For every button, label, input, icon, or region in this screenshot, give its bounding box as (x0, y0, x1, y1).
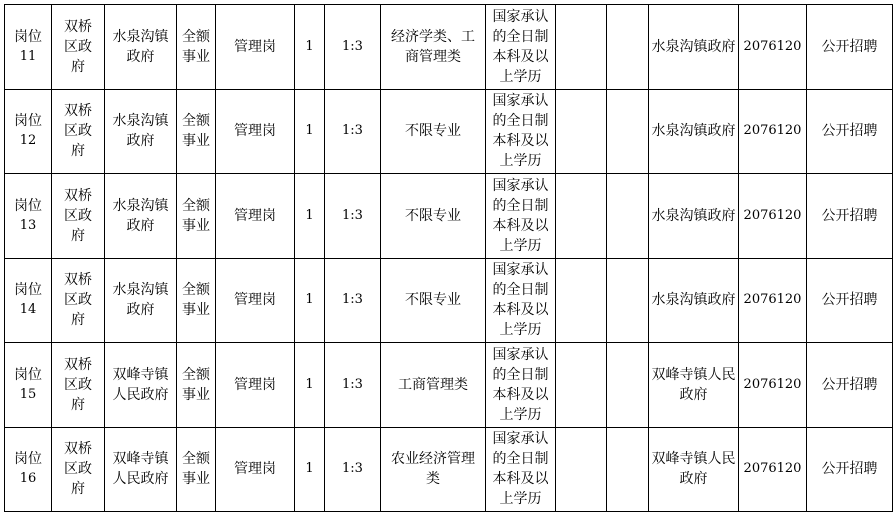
phone-cell (739, 343, 807, 428)
post-cell (5, 174, 52, 259)
major-text: 不限专业 (405, 123, 461, 140)
funding-type-text: 全额事业 (182, 197, 210, 234)
phone-text: 2076120 (743, 38, 802, 54)
hiring-unit-cell (105, 174, 177, 259)
exam-ratio-cell (325, 258, 381, 343)
post-cell (5, 89, 52, 174)
hiring-unit-cell (105, 343, 177, 428)
post-label: 岗位 (14, 366, 42, 383)
blank-cell-1 (556, 5, 607, 90)
hiring-unit-text: 双峰寺镇人民政府 (112, 366, 169, 403)
education-cell (486, 258, 556, 343)
post-number: 13 (19, 217, 37, 233)
position-type-text: 管理岗 (234, 123, 276, 140)
recruit-method-cell (807, 89, 893, 174)
position-type-text: 管理岗 (234, 461, 276, 478)
work-location-text: 双峰寺镇人民政府 (651, 451, 736, 488)
post-label: 岗位 (14, 282, 42, 299)
phone-cell (739, 427, 807, 512)
hiring-unit-text: 水泉沟镇政府 (112, 113, 169, 150)
recruit-method-cell (807, 343, 893, 428)
post-number: 11 (19, 48, 37, 64)
funding-type-cell (177, 343, 216, 428)
phone-cell (739, 174, 807, 259)
major-cell (381, 89, 486, 174)
phone-cell (739, 5, 807, 90)
exam-ratio-cell (325, 5, 381, 90)
department-cell (52, 174, 105, 259)
blank-cell-2 (607, 343, 649, 428)
major-text: 经济学类、工商管理类 (391, 28, 475, 65)
education-cell (486, 5, 556, 90)
table-row (5, 89, 893, 174)
headcount-cell (295, 89, 325, 174)
post-number: 16 (19, 471, 37, 487)
funding-type-text: 全额事业 (182, 28, 210, 65)
department-text: 双桥区政府 (64, 272, 92, 329)
phone-cell (739, 89, 807, 174)
phone-text: 2076120 (743, 207, 802, 223)
position-type-cell (216, 89, 295, 174)
post-number: 15 (19, 386, 37, 402)
table-row (5, 5, 893, 90)
department-text: 双桥区政府 (64, 18, 92, 75)
major-cell (381, 174, 486, 259)
funding-type-text: 全额事业 (182, 451, 210, 488)
blank-cell-2 (607, 5, 649, 90)
position-type-text: 管理岗 (234, 207, 276, 224)
education-cell (486, 174, 556, 259)
recruit-method-text: 公开招聘 (821, 292, 878, 309)
department-cell (52, 5, 105, 90)
major-text: 工商管理类 (398, 376, 468, 393)
exam-ratio-text: 1:3 (342, 207, 363, 223)
recruit-method-text: 公开招聘 (821, 376, 878, 393)
funding-type-cell (177, 174, 216, 259)
funding-type-cell (177, 5, 216, 90)
work-location-cell (649, 258, 739, 343)
table-row (5, 343, 893, 428)
hiring-unit-text: 水泉沟镇政府 (112, 282, 169, 319)
work-location-cell (649, 5, 739, 90)
post-cell (5, 343, 52, 428)
funding-type-text: 全额事业 (182, 366, 210, 403)
post-cell (5, 427, 52, 512)
position-type-cell (216, 174, 295, 259)
exam-ratio-text: 1:3 (342, 38, 363, 54)
blank-cell-1 (556, 174, 607, 259)
work-location-cell (649, 174, 739, 259)
headcount-cell (295, 5, 325, 90)
table-row (5, 258, 893, 343)
phone-text: 2076120 (743, 292, 802, 308)
education-cell (486, 427, 556, 512)
headcount-text: 1 (305, 292, 314, 308)
work-location-cell (649, 89, 739, 174)
department-text: 双桥区政府 (64, 356, 92, 413)
headcount-cell (295, 258, 325, 343)
major-text: 农业经济管理类 (391, 451, 475, 488)
work-location-cell (649, 427, 739, 512)
headcount-text: 1 (305, 38, 314, 54)
headcount-text: 1 (305, 376, 314, 392)
position-type-cell (216, 427, 295, 512)
position-type-text: 管理岗 (234, 292, 276, 309)
education-text: 国家承认的全日制本科及以上学历 (492, 8, 549, 85)
major-cell (381, 5, 486, 90)
blank-cell-2 (607, 427, 649, 512)
blank-cell-1 (556, 89, 607, 174)
education-cell (486, 343, 556, 428)
blank-cell-2 (607, 258, 649, 343)
exam-ratio-cell (325, 89, 381, 174)
education-text: 国家承认的全日制本科及以上学历 (492, 93, 549, 170)
hiring-unit-cell (105, 427, 177, 512)
department-text: 双桥区政府 (64, 187, 92, 244)
work-location-cell (649, 343, 739, 428)
work-location-text: 水泉沟镇政府 (651, 123, 736, 140)
post-number: 14 (19, 302, 37, 318)
exam-ratio-text: 1:3 (342, 123, 363, 139)
blank-cell-2 (607, 89, 649, 174)
education-text: 国家承认的全日制本科及以上学历 (492, 177, 549, 254)
headcount-cell (295, 174, 325, 259)
department-cell (52, 343, 105, 428)
phone-cell (739, 258, 807, 343)
hiring-unit-text: 水泉沟镇政府 (112, 28, 169, 65)
department-text: 双桥区政府 (64, 103, 92, 160)
major-text: 不限专业 (405, 207, 461, 224)
hiring-unit-text: 水泉沟镇政府 (112, 197, 169, 234)
post-cell (5, 258, 52, 343)
table-row (5, 427, 893, 512)
work-location-text: 水泉沟镇政府 (651, 38, 736, 55)
major-cell (381, 427, 486, 512)
hiring-unit-cell (105, 89, 177, 174)
phone-text: 2076120 (743, 123, 802, 139)
exam-ratio-cell (325, 343, 381, 428)
funding-type-cell (177, 427, 216, 512)
phone-text: 2076120 (743, 461, 802, 477)
exam-ratio-text: 1:3 (342, 376, 363, 392)
recruit-method-cell (807, 174, 893, 259)
blank-cell-1 (556, 258, 607, 343)
exam-ratio-text: 1:3 (342, 292, 363, 308)
recruit-method-cell (807, 5, 893, 90)
recruit-method-text: 公开招聘 (821, 123, 878, 140)
headcount-cell (295, 343, 325, 428)
funding-type-text: 全额事业 (182, 113, 210, 150)
work-location-text: 双峰寺镇人民政府 (651, 366, 736, 403)
post-label: 岗位 (14, 197, 42, 214)
post-label: 岗位 (14, 113, 42, 130)
education-text: 国家承认的全日制本科及以上学历 (492, 262, 549, 339)
hiring-unit-cell (105, 258, 177, 343)
position-type-cell (216, 258, 295, 343)
funding-type-cell (177, 89, 216, 174)
exam-ratio-text: 1:3 (342, 461, 363, 477)
recruit-method-text: 公开招聘 (821, 461, 878, 478)
post-number: 12 (19, 133, 37, 149)
position-type-cell (216, 343, 295, 428)
department-cell (52, 427, 105, 512)
work-location-text: 水泉沟镇政府 (651, 292, 736, 309)
recruit-method-text: 公开招聘 (821, 207, 878, 224)
education-text: 国家承认的全日制本科及以上学历 (492, 431, 549, 508)
work-location-text: 水泉沟镇政府 (651, 207, 736, 224)
headcount-cell (295, 427, 325, 512)
education-text: 国家承认的全日制本科及以上学历 (492, 346, 549, 423)
major-cell (381, 343, 486, 428)
exam-ratio-cell (325, 174, 381, 259)
table-row (5, 174, 893, 259)
hiring-unit-text: 双峰寺镇人民政府 (112, 451, 169, 488)
positions-table (4, 4, 893, 512)
department-cell (52, 258, 105, 343)
funding-type-text: 全额事业 (182, 282, 210, 319)
recruit-method-cell (807, 427, 893, 512)
major-text: 不限专业 (405, 292, 461, 309)
education-cell (486, 89, 556, 174)
phone-text: 2076120 (743, 376, 802, 392)
major-cell (381, 258, 486, 343)
post-label: 岗位 (14, 451, 42, 468)
blank-cell-1 (556, 343, 607, 428)
recruit-method-text: 公开招聘 (821, 38, 878, 55)
headcount-text: 1 (305, 123, 314, 139)
department-text: 双桥区政府 (64, 441, 92, 498)
hiring-unit-cell (105, 5, 177, 90)
funding-type-cell (177, 258, 216, 343)
position-type-text: 管理岗 (234, 38, 276, 55)
blank-cell-1 (556, 427, 607, 512)
department-cell (52, 89, 105, 174)
headcount-text: 1 (305, 207, 314, 223)
post-cell (5, 5, 52, 90)
post-label: 岗位 (14, 28, 42, 45)
exam-ratio-cell (325, 427, 381, 512)
position-type-text: 管理岗 (234, 376, 276, 393)
recruit-method-cell (807, 258, 893, 343)
position-type-cell (216, 5, 295, 90)
headcount-text: 1 (305, 461, 314, 477)
blank-cell-2 (607, 174, 649, 259)
